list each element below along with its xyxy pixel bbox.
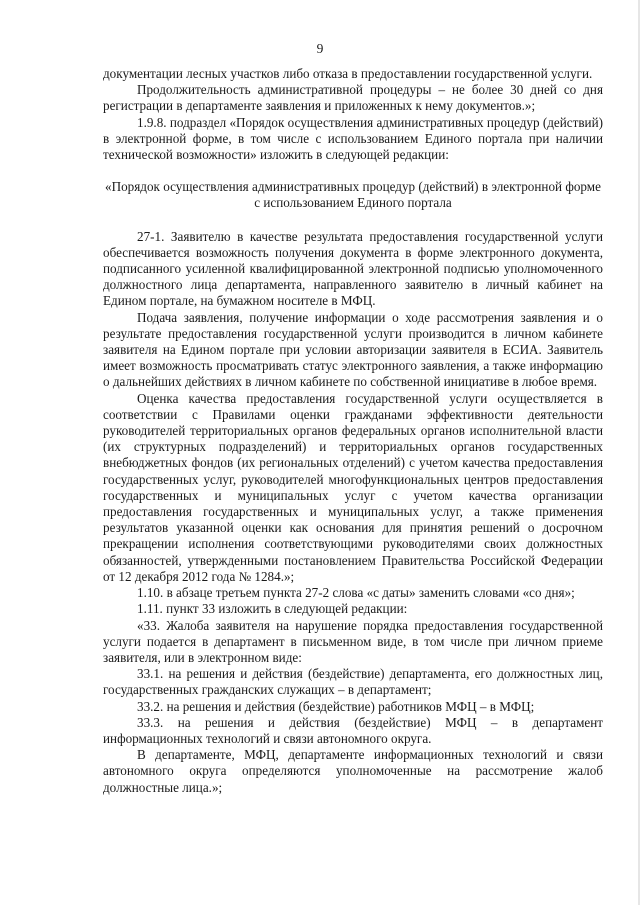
paragraph-27-1: 27-1. Заявителю в качестве результата предоставления государственной услуги обеспечивается возможность получения документа в форме электронного документа, подписанного усиленной квалифицированной электронной подписью уполномоченного должностного лица департамента, направленного заявителю в личный кабинет на Едином портале, на бумажном носителе в МФЦ. bbox=[103, 228, 603, 309]
paragraph-quality-assessment: Оценка качества предоставления государственной услуги осуществляется в соответствии с Правилами оценки гражданами эффективности деятельности руководителей территориальных органов федеральных органов исполнительной власти (их структурных подразделений) и территориальных органов государственных внебюджетных фондов (их региональных отделений) с учетом качества предоставления государственных услуг, руководителей многофункциональных центров предоставления государственных и муниципальных услуг с учетом качества организации предоставления государственных и муниципальных услуг, а также применения результатов указанной оценки как основания для принятия решений о досрочном прекращении исполнения соответствующими руководителями своих должностных обязанностей, утвержденными постановлением Правительства Российской Федерации от 12 декабря 2012 года № 1284.»; bbox=[103, 390, 603, 584]
page-number: 9 bbox=[316, 41, 324, 56]
paragraph-33: «33. Жалоба заявителя на нарушение порядка предоставления государственной услуги подается в департамент в письменном виде, в том числе при личном приеме заявителя, или в электронном виде: bbox=[103, 617, 603, 665]
paragraph-application-submission: Подача заявления, получение информации о ходе рассмотрения заявления и о результате предоставления государственной услуги производится в личном кабинете заявителя на Едином портале при условии авторизации заявителя в ЕСИА. Заявитель имеет возможность просматривать статус электронного заявления, а также информацию о дальнейших действиях в личном кабинете по собственной инициативе в любое время. bbox=[103, 309, 603, 390]
section-heading: «Порядок осуществления административных процедур (действий) в электронной форме с использованием Единого портала bbox=[105, 179, 601, 211]
document-body bbox=[103, 66, 603, 796]
paragraph-continuation: документации лесных участков либо отказа в предоставлении государственной услуги. bbox=[103, 66, 593, 81]
paragraph-1-9-8: 1.9.8. подраздел «Порядок осуществления административных процедур (действий) в электронной форме, в том числе с использованием Единого портала при наличии технической возможности» изложить в следующей редакции: bbox=[103, 114, 603, 163]
paragraph-duration: Продолжительность административной процедуры – не более 30 дней со дня регистрации в департаменте заявления и приложенных к нему документов.»; bbox=[103, 82, 603, 114]
paragraph-33-1: 33.1. на решения и действия (бездействие) департамента, его должностных лиц, государственных гражданских служащих – в департамент; bbox=[103, 666, 603, 698]
paragraph-1-11: 1.11. пункт 33 изложить в следующей редакции: bbox=[137, 601, 408, 617]
paragraph-33-3: 33.3. на решения и действия (бездействие) МФЦ – в департамент информационных технологий и связи автономного округа. bbox=[103, 714, 603, 746]
paragraph-1-10: 1.10. в абзаце третьем пункта 27-2 слова «с даты» заменить словами «со дня»; bbox=[137, 585, 575, 601]
paragraph-final: В департаменте, МФЦ, департаменте информационных технологий и связи автономного округа определяются уполномоченные на рассмотрение жалоб должностные лица.»; bbox=[103, 747, 603, 795]
paragraph-33-2: 33.2. на решения и действия (бездействие) работников МФЦ – в МФЦ; bbox=[137, 698, 535, 714]
